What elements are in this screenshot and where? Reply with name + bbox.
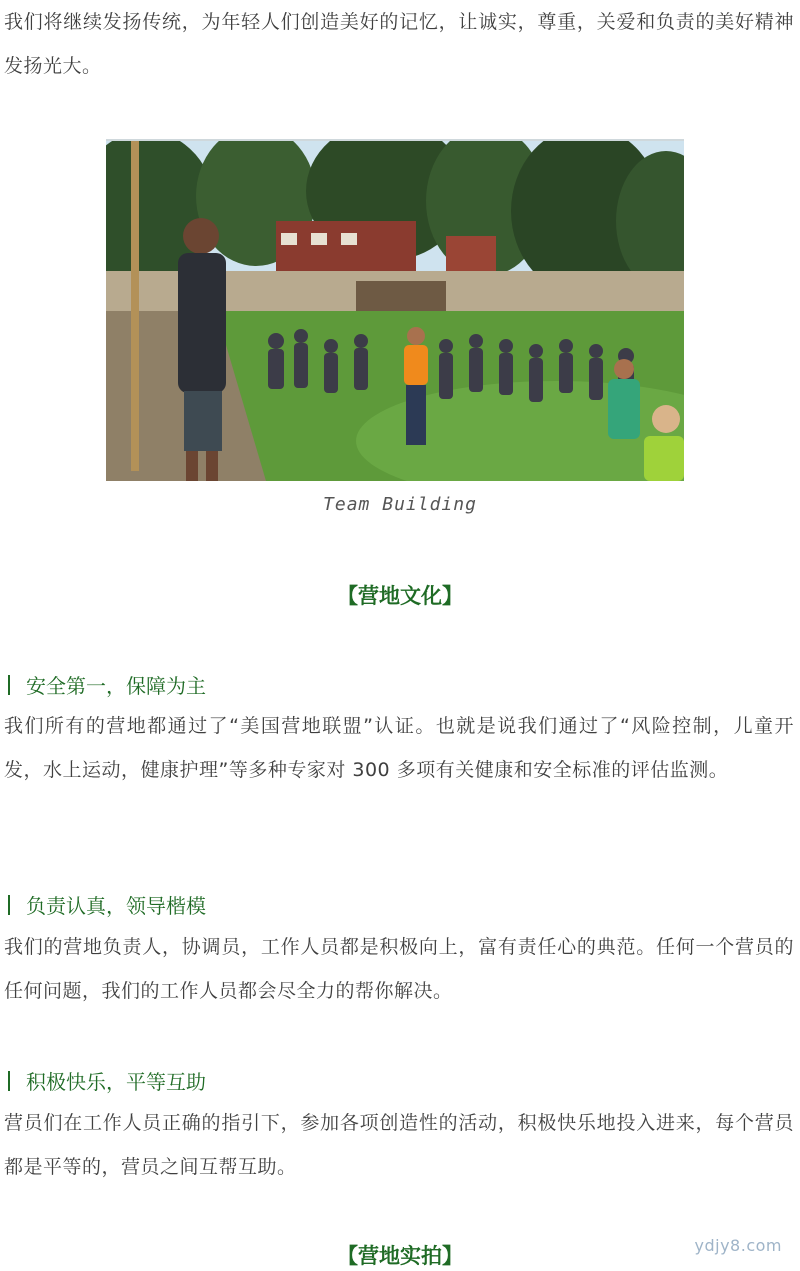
subhead-bar — [8, 895, 10, 915]
subhead-positivity-label: 积极快乐，平等互助 — [26, 1070, 206, 1094]
safety-paragraph: 我们所有的营地都通过了“美国营地联盟”认证。也就是说我们通过了“风险控制，儿童开发，水上运动，健康护理”等多种专家对 300 多项有关健康和安全标准的评估监测。 — [4, 715, 794, 781]
team-building-photo — [106, 139, 684, 481]
section-title-photos: 【营地实拍】 — [337, 1244, 463, 1268]
subhead-positivity — [8, 1066, 206, 1095]
subhead-safety — [8, 670, 206, 699]
subhead-bar — [8, 675, 10, 695]
photo-caption: Team Building — [323, 494, 477, 515]
watermark: ydjy8.com — [694, 1236, 782, 1255]
subhead-bar — [8, 1071, 10, 1091]
intro-paragraph: 我们将继续发扬传统，为年轻人们创造美好的记忆，让诚实，尊重，关爱和负责的美好精神发扬光大。 — [4, 11, 794, 77]
subhead-safety-label: 安全第一，保障为主 — [26, 674, 206, 698]
responsibility-paragraph: 我们的营地负责人，协调员，工作人员都是积极向上，富有责任心的典范。任何一个营员的任何问题，我们的工作人员都会尽全力的帮你解决。 — [4, 936, 794, 1002]
positivity-paragraph: 营员们在工作人员正确的指引下，参加各项创造性的活动，积极快乐地投入进来，每个营员都是平等的，营员之间互帮互助。 — [4, 1112, 794, 1178]
subhead-responsibility — [8, 890, 206, 919]
section-title-culture: 【营地文化】 — [337, 584, 463, 608]
photo-illustration — [106, 141, 684, 481]
subhead-responsibility-label: 负责认真，领导楷模 — [26, 894, 206, 918]
